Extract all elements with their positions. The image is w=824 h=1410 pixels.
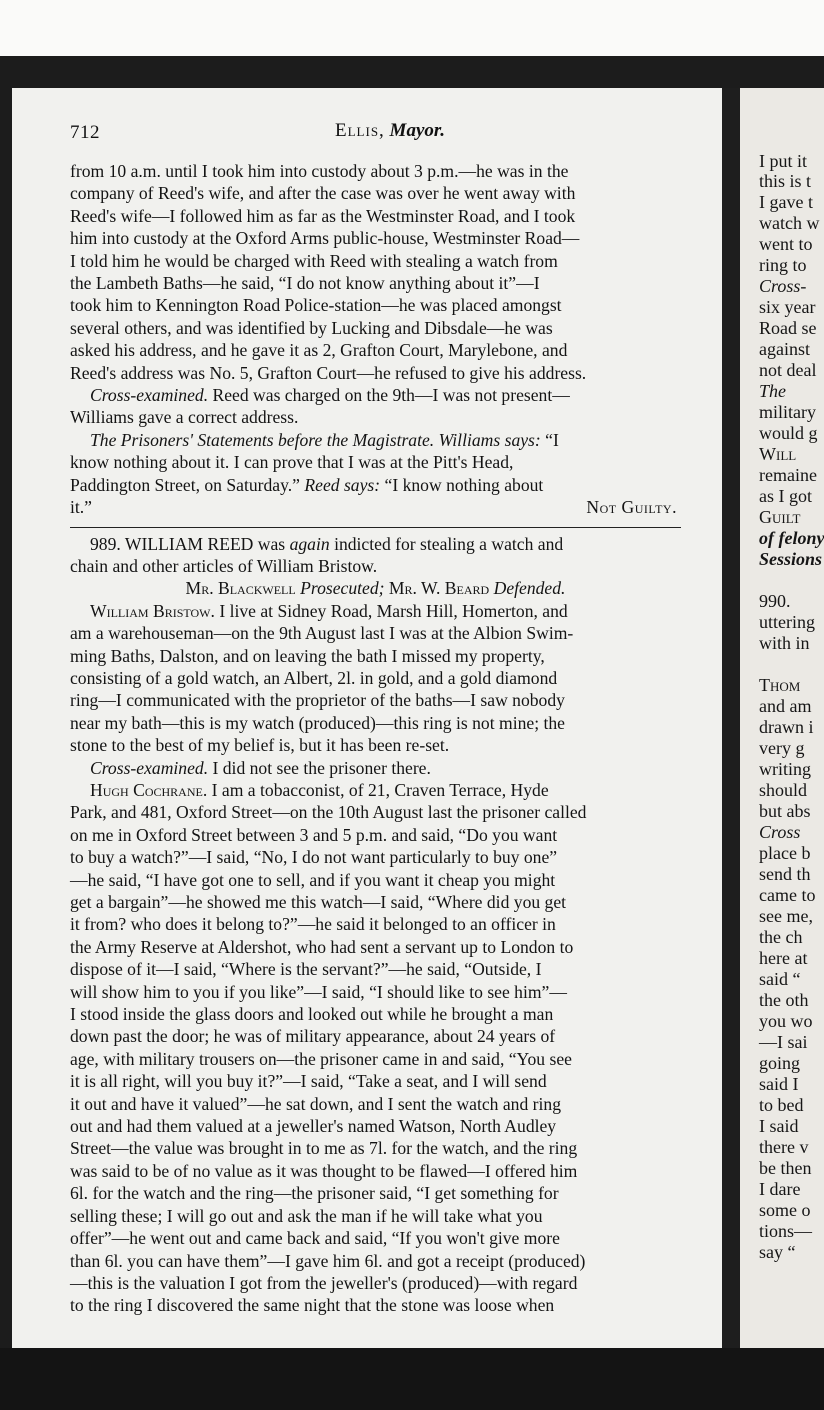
text-line: several others, and was identified by Lucking and Dibsdale—he was <box>70 317 553 338</box>
facing-line: came to <box>759 885 816 905</box>
text-line: —he said, “I have got one to sell, and if you want it cheap you might <box>70 869 556 890</box>
case-tail-paragraph <box>70 160 681 384</box>
text-line: to the ring I discovered the same night that the stone was loose when <box>70 1295 555 1316</box>
text-line: was said to be of no value as it was thought to be flawed—I offered him <box>70 1160 578 1181</box>
again: again <box>289 533 330 554</box>
text-line: —this is the valuation I got from the jeweller's (produced)—with regard <box>70 1272 578 1293</box>
text-line: to buy a watch?”—I said, “No, I do not want particularly to buy one” <box>70 847 558 868</box>
text-line: it from? who does it belong to?”—he said it belonged to an officer in <box>70 914 556 935</box>
facing-line: went to <box>759 234 813 254</box>
text-line: out and had them valued at a jeweller's named Watson, North Audley <box>70 1116 557 1137</box>
facing-line: this is t <box>759 171 812 191</box>
facing-line: —I sai <box>759 1032 808 1052</box>
text-line: asked his address, and he gave it as 2, Grafton Court, Marylebone, and <box>70 340 568 361</box>
defendant-name: WILLIAM REED <box>124 533 254 554</box>
text-line: the Lambeth Baths—he said, “I do not know anything about it”—I <box>70 273 540 294</box>
facing-line: uttering <box>759 612 815 632</box>
cross-examined-label: Cross-examined. <box>90 757 209 778</box>
facing-line: here at <box>759 948 808 968</box>
text-line: age, with military trousers on—the prisoner came in and said, “You see <box>70 1048 572 1069</box>
facing-line: I gave t <box>759 192 813 212</box>
statements-heading <box>70 429 681 451</box>
reed-statement: “I know nothing about <box>384 474 544 495</box>
facing-line: said I <box>759 1074 799 1094</box>
facing-line: of felony <box>759 528 824 548</box>
facing-page <box>740 88 824 1350</box>
scan-border-bottom <box>0 1348 824 1410</box>
running-head-name: Ellis, <box>335 120 385 141</box>
section-divider <box>70 527 681 528</box>
facing-line: tions— <box>759 1221 813 1241</box>
case-number: 989. <box>90 533 121 554</box>
witness-name: Hugh Cochrane. <box>90 779 208 800</box>
text-line: selling these; I will go out and ask the man if he will take what you <box>70 1205 543 1226</box>
facing-line: 990. <box>759 591 791 611</box>
facing-line: military <box>759 402 816 422</box>
text-line: on me in Oxford Street between 3 and 5 p.m. and said, “Do you want <box>70 824 558 845</box>
facing-line: see me, <box>759 906 813 926</box>
facing-line: Cross- <box>759 276 807 296</box>
facing-line: Sessions <box>759 549 823 569</box>
text-line: Williams gave a correct address. <box>70 407 299 428</box>
text-line: ring—I communicated with the proprietor of the baths—I saw nobody <box>70 690 565 711</box>
facing-line: would g <box>759 423 818 443</box>
facing-line: Guilt <box>759 507 801 527</box>
charge-text: indicted for stealing a watch and <box>334 533 564 554</box>
facing-line: I dare <box>759 1179 801 1199</box>
text-line: offer”—he went out and came back and said, “If you won't give more <box>70 1228 560 1249</box>
facing-line: should <box>759 780 808 800</box>
text-line: know nothing about it. I can prove that I was at the Pitt's Head, <box>70 452 514 473</box>
text-line: ming Baths, Dalston, and on leaving the bath I missed my property, <box>70 645 545 666</box>
text-line: I live at Sidney Road, Marsh Hill, Homerton, and <box>219 600 568 621</box>
text-line: Reed's wife—I followed him as far as the Westminster Road, and I took <box>70 205 576 226</box>
text-line: “I <box>545 429 559 450</box>
facing-line: there v <box>759 1137 809 1157</box>
facing-line: going <box>759 1053 801 1073</box>
was: was <box>257 533 286 554</box>
cross-examined-label: Cross-examined. <box>90 385 209 406</box>
counsel-line <box>70 577 681 599</box>
facing-line: Thom <box>759 675 801 695</box>
text-line: stone to the best of my belief is, but it has been re-set. <box>70 735 450 756</box>
facing-line: drawn i <box>759 717 814 737</box>
defender-name: Mr. W. Beard <box>388 578 490 599</box>
text-line: am a warehouseman—on the 9th August last I was at the Albion Swim- <box>70 623 574 644</box>
verdict-line <box>70 496 681 518</box>
text-line: near my bath—this is my watch (produced)—this ring is not mine; the <box>70 712 565 733</box>
facing-line: very g <box>759 738 805 758</box>
defended-label: Defended. <box>493 578 566 599</box>
text-line: took him to Kennington Road Police-station—he was placed amongst <box>70 295 562 316</box>
text-line: it is all right, will you buy it?”—I said, “Take a seat, and I will send <box>70 1071 547 1092</box>
facing-line: the ch <box>759 927 803 947</box>
text-line: Reed was charged on the 9th—I was not present— <box>212 385 570 406</box>
facing-line: as I got <box>759 486 812 506</box>
prosecuted-label: Prosecuted; <box>300 578 385 599</box>
text-line: chain and other articles of William Bristow. <box>70 555 378 576</box>
facing-line: and am <box>759 696 812 716</box>
text-line: Reed's address was No. 5, Grafton Court—he refused to give his address. <box>70 362 587 383</box>
text-line: dispose of it—I said, “Where is the servant?”—he said, “Outside, I <box>70 959 542 980</box>
case-989-heading <box>70 533 681 555</box>
facing-line: but abs <box>759 801 811 821</box>
prosecutor-name: Mr. Blackwell <box>185 578 296 599</box>
facing-line: some o <box>759 1200 811 1220</box>
facing-line: watch w <box>759 213 820 233</box>
verdict: Not Guilty. <box>586 497 677 518</box>
facing-line: Will <box>759 444 797 464</box>
facing-line: remaine <box>759 465 817 485</box>
facing-line: send th <box>759 864 811 884</box>
text-line: company of Reed's wife, and after the case was over he went away with <box>70 183 576 204</box>
cross-examination <box>70 757 681 779</box>
text-line: 6l. for the watch and the ring—the prisoner said, “I get something for <box>70 1183 559 1204</box>
facing-line: place b <box>759 843 811 863</box>
facing-line: Road se <box>759 318 817 338</box>
text-line: Street—the value was brought in to me as 7l. for the watch, and the ring <box>70 1138 578 1159</box>
witness-cochrane-opening <box>70 779 681 801</box>
facing-line: said “ <box>759 969 801 989</box>
running-head <box>300 120 480 142</box>
witness-bristow-opening <box>70 600 681 622</box>
statements-label: The Prisoners' Statements before the Magistrate. <box>90 429 435 450</box>
scan-border-left <box>0 80 12 1380</box>
facing-line: you wo <box>759 1011 813 1031</box>
facing-line: ring to <box>759 255 807 275</box>
facing-line: be then <box>759 1158 812 1178</box>
text-line: it out and have it valued”—he sat down, and I sent the watch and ring <box>70 1093 562 1114</box>
text-line: the Army Reserve at Aldershot, who had sent a servant up to London to <box>70 936 574 957</box>
facing-line: Cross <box>759 822 801 842</box>
text-line: I am a tobacconist, of 21, Craven Terrace, Hyde <box>211 779 549 800</box>
scan-border-top <box>0 56 824 90</box>
facing-line: to bed <box>759 1095 804 1115</box>
facing-line: the oth <box>759 990 809 1010</box>
facing-line: The <box>759 381 786 401</box>
text-line: will show him to you if you like”—I said, “I should like to see him”— <box>70 981 567 1002</box>
text-line: him into custody at the Oxford Arms public-house, Westminster Road— <box>70 228 580 249</box>
text-line: I did not see the prisoner there. <box>212 757 431 778</box>
facing-line: say “ <box>759 1242 796 1262</box>
facing-line: six year <box>759 297 816 317</box>
page-number: 712 <box>70 122 100 143</box>
reed-says-label: Reed says: <box>304 474 381 495</box>
text-line: down past the door; he was of military appearance, about 24 years of <box>70 1026 556 1047</box>
statement-line <box>70 474 681 496</box>
text-line: I told him he would be charged with Reed with stealing a watch from <box>70 250 558 271</box>
facing-line: I put it <box>759 151 807 171</box>
facing-line: not deal <box>759 360 817 380</box>
facing-line: against <box>759 339 810 359</box>
facing-line: writing <box>759 759 811 779</box>
text-line: Park, and 481, Oxford Street—on the 10th August last the prisoner called <box>70 802 587 823</box>
text-line: I stood inside the glass doors and looked out while he brought a man <box>70 1004 554 1025</box>
text-line: consisting of a gold watch, an Albert, 2l. in gold, and a gold diamond <box>70 667 558 688</box>
cross-examination <box>70 384 681 406</box>
reed-statement-end: it.” <box>70 497 92 518</box>
williams-says-label: Williams says: <box>438 429 541 450</box>
text-line: get a bargain”—he showed me this watch—I said, “Where did you get <box>70 892 567 912</box>
witness-name: William Bristow. <box>90 600 215 621</box>
text-line: Paddington Street, on Saturday.” <box>70 474 300 495</box>
page-body <box>70 160 681 1317</box>
facing-line: with in <box>759 633 810 653</box>
running-head-title: Mayor. <box>389 120 445 141</box>
facing-line: I said <box>759 1116 799 1136</box>
text-line: from 10 a.m. until I took him into custody about 3 p.m.—he was in the <box>70 161 569 181</box>
text-line: than 6l. you can have them”—I gave him 6l. and got a receipt (produced) <box>70 1250 586 1271</box>
